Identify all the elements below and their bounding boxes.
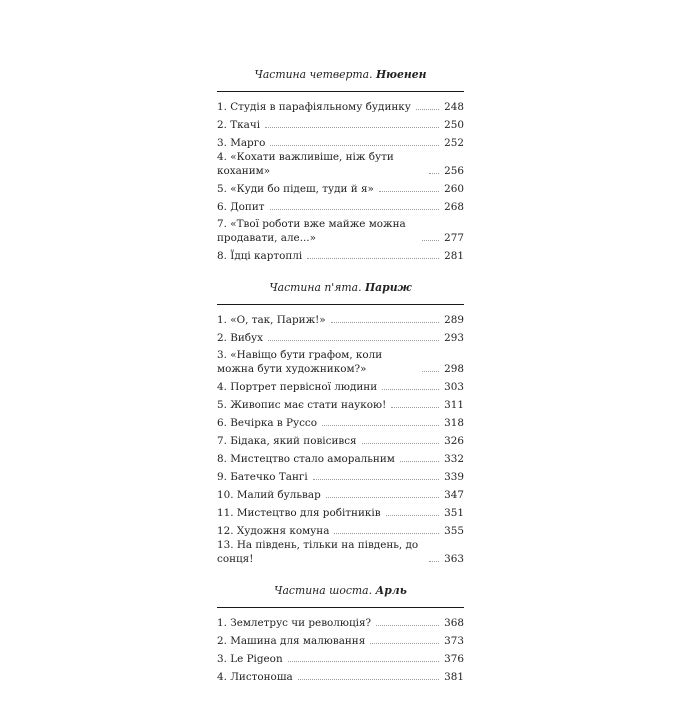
chapter-title: 2. Машина для малювання	[217, 634, 366, 647]
toc-entry	[217, 666, 464, 684]
page-number: 250	[444, 118, 464, 131]
chapter-title: 8. Мистецтво стало аморальним	[217, 452, 395, 465]
page-number: 376	[444, 652, 464, 665]
chapter-title: 12. Художня комуна	[217, 524, 330, 537]
chapter-title: 3. «Навіщо бути графом, коли можна бути художником?»	[217, 349, 383, 375]
page-number: 355	[444, 524, 464, 537]
part-heading-label: Частина четверта.	[254, 68, 373, 81]
toc-entry	[217, 484, 464, 502]
dot-leader	[334, 533, 439, 534]
part-heading-title: Арль	[375, 584, 407, 598]
chapter-title: 3. Le Pigeon	[217, 652, 283, 665]
page-number: 368	[444, 616, 464, 629]
chapter-title: 11. Мистецтво для робітників	[217, 506, 381, 519]
toc-entry	[217, 309, 464, 327]
dot-leader	[400, 461, 439, 462]
chapter-title: 7. Бідака, який повісився	[217, 434, 357, 447]
chapter-title: 10. Малий бульвар	[217, 488, 321, 501]
toc-entry	[217, 114, 464, 132]
part-heading	[217, 281, 464, 305]
page-number: 252	[444, 136, 464, 149]
dot-leader	[416, 109, 439, 110]
part-heading	[217, 68, 464, 92]
toc-entry	[217, 345, 464, 376]
chapter-title: 4. Портрет первісної людини	[217, 380, 378, 393]
toc-entry	[217, 376, 464, 394]
dot-leader	[322, 425, 439, 426]
chapter-title: 3. Марго	[217, 136, 266, 149]
toc-entry	[217, 196, 464, 214]
page-number: 318	[444, 416, 464, 429]
toc-entry	[217, 150, 464, 178]
dot-leader	[326, 497, 439, 498]
toc-entry	[217, 178, 464, 196]
toc-entry	[217, 327, 464, 345]
page-number: 363	[444, 552, 464, 565]
page-number: 347	[444, 488, 464, 501]
page-number: 326	[444, 434, 464, 447]
dot-leader	[422, 240, 439, 241]
dot-leader	[370, 643, 439, 644]
page-number: 277	[444, 231, 464, 244]
dot-leader	[288, 661, 440, 662]
toc-entry	[217, 412, 464, 430]
toc-entry	[217, 245, 464, 263]
page-number: 381	[444, 670, 464, 683]
part-six	[217, 584, 464, 684]
part-heading-title: Париж	[364, 281, 412, 295]
page-number: 303	[444, 380, 464, 393]
chapter-title: 13. На південь, тільки на південь, до сонця!	[217, 539, 419, 565]
dot-leader	[391, 407, 439, 408]
page-number: 298	[444, 362, 464, 375]
chapter-title: 1. Студія в парафіяльному будинку	[217, 100, 411, 113]
dot-leader	[270, 145, 439, 146]
toc-entry	[217, 132, 464, 150]
page-number: 281	[444, 249, 464, 262]
chapter-title: 4. Листоноша	[217, 670, 293, 683]
toc-entry	[217, 394, 464, 412]
part-heading	[217, 584, 464, 608]
page-number: 289	[444, 313, 464, 326]
toc-entry	[217, 430, 464, 448]
dot-leader	[307, 258, 439, 259]
dot-leader	[265, 127, 439, 128]
toc-entry	[217, 96, 464, 114]
dot-leader	[429, 173, 439, 174]
page-number: 260	[444, 182, 464, 195]
part-heading-title: Нюенен	[375, 68, 427, 81]
chapter-title: 1. «О, так, Париж!»	[217, 313, 326, 326]
toc-entry	[217, 630, 464, 648]
chapter-title: 4. «Кохати важливіше, ніж бути коханим»	[217, 151, 394, 177]
dot-leader	[382, 389, 439, 390]
page-number: 339	[444, 470, 464, 483]
chapter-title: 6. Допит	[217, 200, 265, 213]
page-number: 332	[444, 452, 464, 465]
dot-leader	[298, 679, 439, 680]
chapter-title: 2. Вибух	[217, 331, 264, 344]
toc-entry	[217, 612, 464, 630]
toc-entry	[217, 520, 464, 538]
dot-leader	[313, 479, 439, 480]
page-number: 256	[444, 164, 464, 177]
dot-leader	[268, 340, 439, 341]
page-number: 248	[444, 100, 464, 113]
toc-entry	[217, 448, 464, 466]
toc-entry	[217, 538, 464, 566]
chapter-title: 8. Їдці картоплі	[217, 249, 303, 262]
dot-leader	[270, 209, 440, 210]
dot-leader	[376, 625, 439, 626]
page-number: 268	[444, 200, 464, 213]
chapter-title: 5. Живопис має стати наукою!	[217, 398, 387, 411]
part-five	[217, 281, 464, 566]
toc-entry	[217, 648, 464, 666]
page-number: 373	[444, 634, 464, 647]
part-heading-label: Частина шоста.	[274, 584, 373, 598]
page-number: 351	[444, 506, 464, 519]
dot-leader	[422, 371, 439, 372]
dot-leader	[362, 443, 440, 444]
dot-leader	[331, 322, 439, 323]
toc-entry	[217, 214, 464, 245]
dot-leader	[386, 515, 440, 516]
table-of-contents	[217, 68, 464, 702]
chapter-title: 7. «Твої роботи вже майже можна продавати, але...»	[217, 218, 406, 244]
toc-entry	[217, 466, 464, 484]
dot-leader	[429, 561, 439, 562]
toc-entry	[217, 502, 464, 520]
chapter-title: 6. Вечірка в Руссо	[217, 416, 317, 429]
part-heading-label: Частина п'ята.	[269, 281, 362, 295]
chapter-title: 1. Землетрус чи революція?	[217, 616, 372, 629]
page-number: 293	[444, 331, 464, 344]
page-number: 311	[444, 398, 464, 411]
part-four	[217, 68, 464, 263]
dot-leader	[379, 191, 439, 192]
chapter-title: 2. Ткачі	[217, 118, 261, 131]
chapter-title: 5. «Куди бо підеш, туди й я»	[217, 182, 374, 195]
chapter-title: 9. Батечко Тангі	[217, 470, 308, 483]
